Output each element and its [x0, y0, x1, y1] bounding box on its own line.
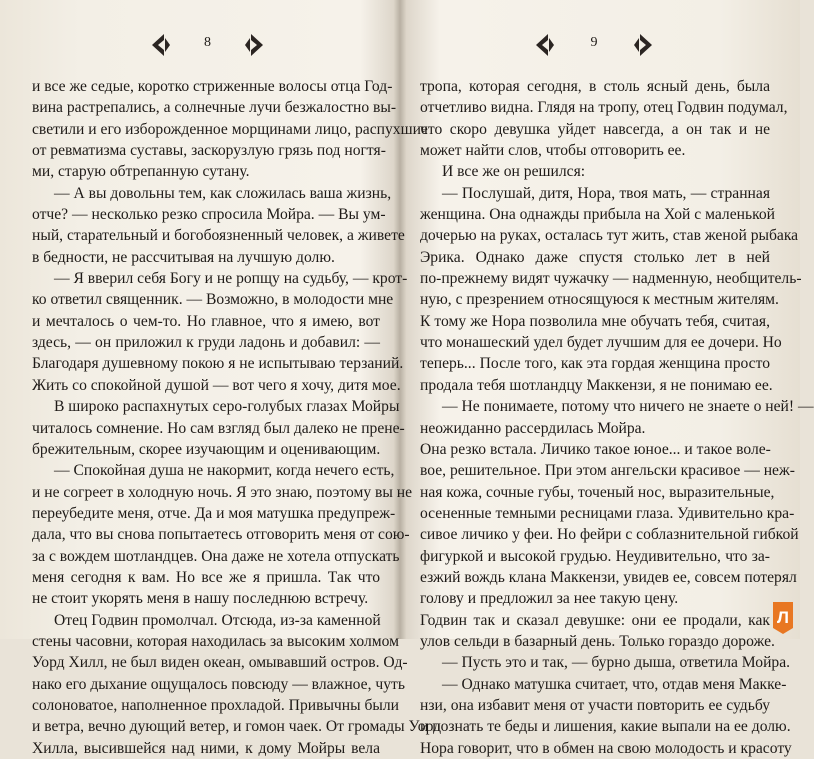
text-line: брежительным, скорее изучающим и оценивающим.	[32, 440, 381, 458]
text-line: Нора говорит, что в обмен на свою молодость и красоту	[420, 739, 792, 757]
text-line: Она резко встала. Личико такое юное... и такое воле-	[420, 440, 771, 458]
right-page-body	[420, 76, 814, 759]
text-line: Эрика. Однако даже спустя столько лет в ней	[420, 248, 770, 266]
text-line: ная кожа, сочные губы, точеный нос, выразительные,	[420, 483, 775, 501]
text-line: — А вы довольны тем, как сложилась ваша жизнь,	[54, 184, 392, 202]
publisher-logo-icon	[770, 602, 796, 634]
text-line: и мечталось о чем-то. Но главное, что я имею, вот	[32, 312, 380, 330]
text-line: отче? — несколько резко спросила Мойра. — Вы ум-	[32, 206, 386, 224]
text-line: нзи, она избавит меня от участи повторить ее судьбу	[420, 696, 770, 714]
text-line: читалось сомнение. Но сам взгляд был далеко не прене-	[32, 419, 405, 437]
text-line: отчетливо видна. Глядя на тропу, отец Годвин подумал,	[420, 99, 788, 117]
text-line: — Я вверил себя Богу и не ропщу на судьбу, — крот-	[54, 270, 408, 288]
text-line: нако его дыхание ощущалось повсюду — влажное, чуть	[32, 675, 405, 693]
text-line: здесь, — он приложил к груди ладонь и добавил: —	[32, 334, 380, 352]
text-line: и все же седые, коротко стриженные волосы отца Год-	[32, 78, 393, 95]
text-line: от ревматизма суставы, заскорузлую грязь под ногтя-	[32, 142, 386, 160]
text-line: Хилла, высившейся над ними, к дому Мойры вела	[32, 739, 380, 757]
text-line: продала тебя шотландцу Маккензи, я не понимаю ее.	[420, 376, 773, 394]
text-line: что скоро девушка уйдет навсегда, а он так и не	[420, 120, 770, 138]
text-line: улов сельди в базарный день. Только гораздо дороже.	[420, 632, 775, 650]
text-line: осененные темными ресницами глаза. Удивительно кра-	[420, 504, 795, 522]
text-line: ко ответил священник. — Возможно, в молодости мне	[32, 291, 394, 309]
publisher-logo-glyph: Л	[777, 608, 789, 627]
text-line: по-прежнему видят чужачку — надменную, необщитель-	[420, 270, 802, 288]
text-line: ми, старую обтрепанную сутану.	[32, 163, 250, 181]
left-page-header	[150, 30, 265, 60]
right-page-header	[534, 30, 654, 60]
text-line: тропа, которая сегодня, в столь ясный день, была	[420, 78, 770, 95]
text-line: переубедите меня, отче. Да и моя матушка предупреж-	[32, 504, 396, 522]
text-line: Отец Годвин промолчал. Отсюда, из-за каменной	[54, 611, 381, 629]
text-line: стены часовни, которая находилась за высоким холмом	[32, 632, 400, 650]
text-line: К тому же Нора позволила мне обучать тебя, считая,	[420, 312, 770, 330]
text-line: за с вождем шотландцев. Она даже не хотела отпускать	[32, 547, 400, 565]
text-line: ную, с презрением относящуюся к местным жителям.	[420, 291, 779, 309]
text-line: дала, что вы снова попытаетесь отговорить меня от сою-	[32, 526, 410, 544]
text-line: и не согреет в холодную ночь. Я это знаю, поэтому вы не	[32, 483, 413, 501]
text-line: Благодаря душевному покою я не испытываю терзаний.	[32, 355, 404, 373]
text-line: и ветра, вечно дующий ветер, и гомон чаек. От громады Уорд	[32, 718, 442, 736]
text-line: меня сегодня к вам. Но все же я пришла. Так что	[32, 568, 380, 586]
text-line: сивое личико у феи. Но фейри с соблазнительной гибкой	[420, 526, 799, 544]
text-line: — Послушай, дитя, Нора, твоя мать, — странная	[442, 184, 770, 202]
text-line: в бедности, не рассчитывая на лучшую долю.	[32, 248, 335, 266]
text-line: ный, старательный и богобоязненный человек, а живете	[32, 227, 405, 245]
text-line: и познать те беды и лишения, какие выпали на ее долю.	[420, 718, 791, 736]
left-page-body	[32, 76, 442, 759]
text-line: вое, решительное. При этом ангельски красивое — неж-	[420, 462, 795, 480]
text-line: дочерью на руках, осталась тут жить, став женой рыбака	[420, 227, 799, 245]
left-page-number: 8	[204, 35, 211, 50]
text-line: женщина. Она однажды прибыла на Хой с маленькой	[420, 206, 776, 224]
text-line: голову и предложил за нее такую цену.	[420, 590, 679, 608]
text-line: может найти слов, чтобы отговорить ее.	[420, 142, 686, 160]
text-line: — Пусть это и так, — бурно дыша, ответила Мойра.	[442, 654, 791, 672]
text-line: не стоит укорять меня в нашу последнюю встречу.	[32, 590, 369, 608]
text-line: теперь... После того, как эта гордая женщина просто	[420, 355, 770, 373]
text-line: солоноватое, наполненное прохладой. Привычны были	[32, 696, 400, 714]
text-line: езжий вождь клана Маккензи, увидев ее, совсем потерял	[420, 568, 797, 586]
text-line: неожиданно рассердилась Мойра.	[420, 419, 646, 437]
text-line: — Не понимаете, потому что ничего не знаете о ней! —	[442, 398, 814, 416]
text-line: что монашеский удел будет лучшим для ее дочери. Но	[420, 334, 782, 352]
text-line: фигуркой и высокой грудью. Неудивительно, что за-	[420, 547, 770, 565]
text-line: — Однако матушка считает, что, отдав меня Макке-	[442, 675, 787, 693]
ornament-right-icon	[243, 30, 265, 60]
text-line: И все же он решился:	[442, 163, 586, 181]
right-page-number: 9	[590, 35, 598, 50]
text-line: Жить со спокойной душой — вот чего я хочу, дитя мое.	[32, 376, 401, 394]
text-line: светили и его изборожденное морщинами лицо, распухшие	[32, 120, 428, 138]
ornament-right-icon	[632, 30, 654, 60]
text-line: — Спокойная душа не накормит, когда нечего есть,	[54, 462, 395, 480]
text-line: В широко распахнутых серо-голубых глазах Мойры	[54, 398, 400, 416]
text-line: Годвин так и сказал девушке: они ее продали, как	[420, 611, 770, 629]
text-line: Уорд Хилл, не был виден океан, омывавший остров. Од-	[32, 654, 408, 672]
text-line: вина растрепались, а солнечные лучи безжалостно вы-	[32, 99, 397, 117]
